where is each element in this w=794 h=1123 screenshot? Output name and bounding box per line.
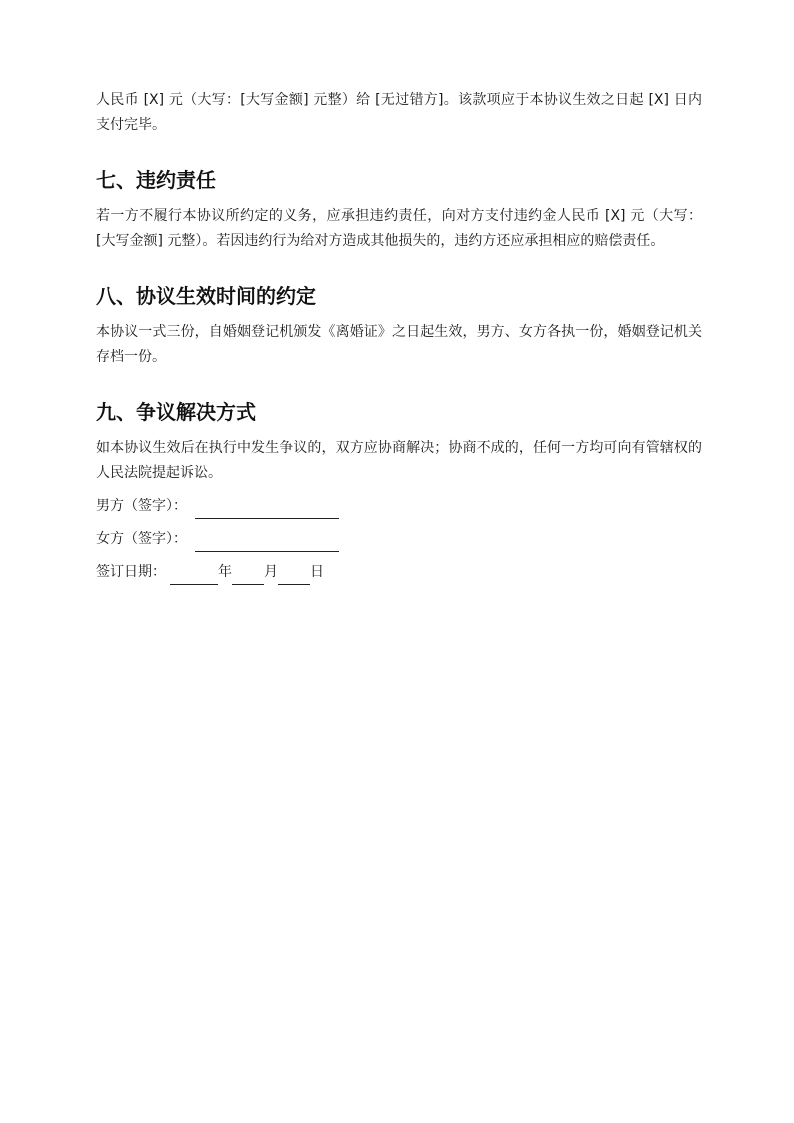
month-field[interactable] [232, 566, 264, 585]
male-signature-row [96, 494, 702, 519]
section-8-title: 八、协议生效时间的约定 [96, 284, 316, 308]
female-signature-row [96, 527, 702, 552]
male-signature-label: 男方（签字）： [96, 498, 187, 514]
year-unit: 年 [218, 564, 232, 580]
section-7-body: 若一方不履行本协议所约定的义务，应承担违约责任，向对方支付违约金人民币 [X] 元（大写：[大写金额] 元整）。若因违约行为给对方造成其他损失的，违约方还应承担相应的赔偿责任。 [96, 208, 702, 249]
section-7-title: 七、违约责任 [96, 168, 216, 192]
male-signature-field[interactable] [195, 500, 339, 519]
document-page [96, 88, 702, 585]
section-9-body: 如本协议生效后在执行中发生争议的，双方应协商解决；协商不成的，任何一方均可向有管辖权的人民法院提起诉讼。 [96, 440, 702, 481]
year-field[interactable] [170, 566, 218, 585]
payment-paragraph: 人民币 [X] 元（大写：[大写金额] 元整）给 [无过错方]。该款项应于本协议生效之日起 [X] 日内支付完毕。 [96, 92, 702, 133]
day-field[interactable] [278, 566, 310, 585]
signing-date-label: 签订日期： [96, 564, 166, 580]
section-9-title: 九、争议解决方式 [96, 400, 256, 424]
signing-date-row [96, 560, 702, 585]
month-unit: 月 [264, 564, 278, 580]
day-unit: 日 [310, 564, 324, 580]
female-signature-field[interactable] [195, 533, 339, 552]
female-signature-label: 女方（签字）： [96, 531, 187, 547]
section-8-body: 本协议一式三份，自婚姻登记机颁发《离婚证》之日起生效，男方、女方各执一份，婚姻登记机关存档一份。 [96, 324, 702, 365]
